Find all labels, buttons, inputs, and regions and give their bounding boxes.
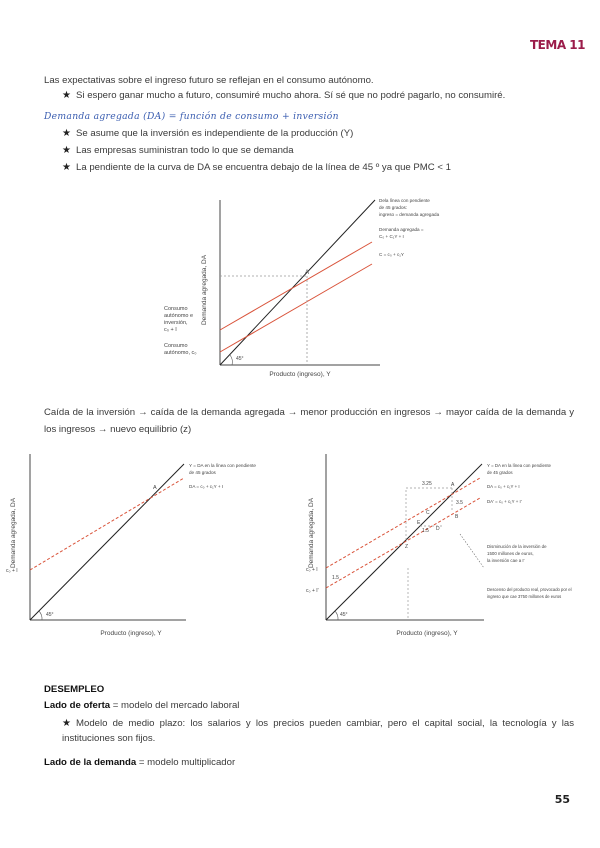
- ann45-2: de 45 grados: [189, 470, 216, 475]
- desempleo-title: DESEMPLEO: [44, 684, 105, 695]
- pointer-1: [460, 534, 484, 568]
- demanda-line: [44, 756, 235, 769]
- line-45: [220, 200, 375, 365]
- annda-1: Demanda agregada =: [379, 227, 424, 232]
- star-icon: ★: [62, 90, 71, 101]
- curve-da: [220, 242, 372, 330]
- angle-label: 45°: [236, 356, 244, 362]
- ann45-1: Dela línea con pendiente: [379, 198, 430, 203]
- ann45-3: ingreso = demanda agregada: [379, 212, 440, 217]
- intercept-1: c₀ + I: [306, 567, 318, 573]
- ann45-2: de 45 grados:: [379, 205, 408, 210]
- star-icon: ★: [62, 128, 71, 139]
- x-label: Producto (ingreso), Y: [269, 371, 331, 378]
- desempleo-bullet-text: Modelo de medio plazo: los salarios y los precios pueden cambiar, pero el capital social, la tecnología y las instituciones son fijos.: [62, 718, 574, 744]
- intercept: c₀ + I: [6, 568, 18, 574]
- oferta-text: = modelo del mercado laboral: [110, 700, 240, 711]
- bullet-2: [62, 145, 294, 156]
- point-a: A: [451, 482, 455, 488]
- paragraph-2: Caída de la inversión → caída de la demanda agregada → menor producción en ingresos → mayor caída de la demanda y los ingresos → nuevo equilibrio (z): [44, 407, 574, 435]
- intro-bullet-text: Si espero ganar mucho a futuro, consumiré mucho ahora. Sí sé que no podré pagarlo, no consumiré.: [76, 90, 506, 101]
- left1-1: Consumo: [164, 306, 188, 312]
- point-d: D: [436, 526, 440, 532]
- bullet-1: [62, 128, 353, 139]
- gap-3: 1.5: [422, 528, 429, 534]
- chart-investment-drop: [302, 448, 600, 643]
- annc: C = c₀ + c₁Y: [379, 252, 404, 257]
- demanda-text: = modelo multiplicador: [136, 757, 236, 768]
- annfall-1: Disminución de la inversión de: [487, 544, 547, 549]
- topic-title: TEMA 11: [530, 38, 585, 52]
- bullet-text: La pendiente de la curva de DA se encuentra debajo de la línea de 45 º ya que PMC < 1: [76, 162, 451, 173]
- chart-aggregate-demand: [160, 190, 480, 380]
- demanda-label: Lado de la demanda: [44, 757, 137, 768]
- gap-2: 3.5: [456, 500, 463, 506]
- left1-3: inversión,: [164, 320, 188, 326]
- annda1: DA = c₀ + c₁Y + I: [487, 484, 520, 489]
- angle-arc: [335, 611, 338, 620]
- angle-arc: [39, 611, 42, 620]
- curve-da: [30, 478, 184, 570]
- desempleo-bullet: [62, 716, 574, 746]
- angle-label: 45°: [340, 612, 348, 618]
- angle-label: 45°: [46, 612, 54, 618]
- point-c: C: [426, 510, 430, 516]
- angle-arc: [230, 355, 232, 365]
- oferta-label: Lado de oferta: [44, 700, 111, 711]
- left1-2: autónomo e: [164, 313, 194, 319]
- annda: DA = c₀ + c₁Y + I: [189, 484, 224, 489]
- intro-line: Las expectativas sobre el ingreso futuro se reflejan en el consumo autónomo.: [44, 75, 374, 86]
- y-label: Demanda agregada, DA: [308, 497, 315, 569]
- point-a: A: [305, 270, 310, 276]
- point-b: B: [455, 514, 459, 520]
- annfall-3: la inversión cae a I': [487, 558, 525, 563]
- chart-equilibrium: [6, 448, 266, 643]
- point-a: A: [153, 485, 157, 491]
- ann45-1: Y = DA en la línea con pendiente: [487, 463, 551, 468]
- point-e: E: [417, 520, 421, 526]
- ann45-2: de 45 grados: [487, 470, 513, 475]
- ann45-1: Y = DA en la línea con pendiente: [189, 463, 256, 468]
- formula: Demanda agregada (DA) = función de consumo + inversión: [44, 111, 339, 122]
- annresult-2: ingreso que cae 3750 millones de euros: [487, 594, 562, 599]
- gap-1: 3.25: [422, 481, 432, 487]
- gap-left: 1.5: [332, 575, 339, 581]
- curve-da1: [326, 478, 480, 568]
- star-icon: ★: [62, 162, 71, 173]
- bullet-3: [62, 162, 451, 173]
- left2-2: autónomo, c₀: [164, 350, 197, 356]
- x-label: Producto (ingreso), Y: [396, 630, 458, 637]
- intercept-2: c₀ + I': [306, 588, 319, 594]
- star-icon: ★: [62, 145, 71, 156]
- left1-4: c₀ + I: [164, 327, 177, 333]
- intro-bullet: [62, 90, 505, 101]
- annda-2: C₀ + C₁Y + I: [379, 234, 404, 239]
- y-label: Demanda agregada, DA: [201, 254, 208, 326]
- annda2: DA' = c₀ + c₁Y + I': [487, 499, 522, 504]
- point-z: Z: [405, 544, 409, 550]
- page-number: 55: [554, 793, 570, 806]
- x-label: Producto (ingreso), Y: [100, 630, 162, 637]
- bullet-text: Las empresas suministran todo lo que se demanda: [76, 145, 294, 156]
- curve-c: [220, 264, 372, 352]
- line-45: [30, 464, 184, 620]
- annfall-2: 1500 millones de euros,: [487, 551, 534, 556]
- star-icon: ★: [62, 718, 71, 729]
- annresult-1: Descenso del producto real, provocado por el: [487, 587, 572, 592]
- oferta-line: [44, 699, 239, 712]
- bullet-text: Se asume que la inversión es independiente de la producción (Y): [76, 128, 354, 139]
- y-label: Demanda agregada, DA: [10, 497, 17, 569]
- left2-1: Consumo: [164, 343, 188, 349]
